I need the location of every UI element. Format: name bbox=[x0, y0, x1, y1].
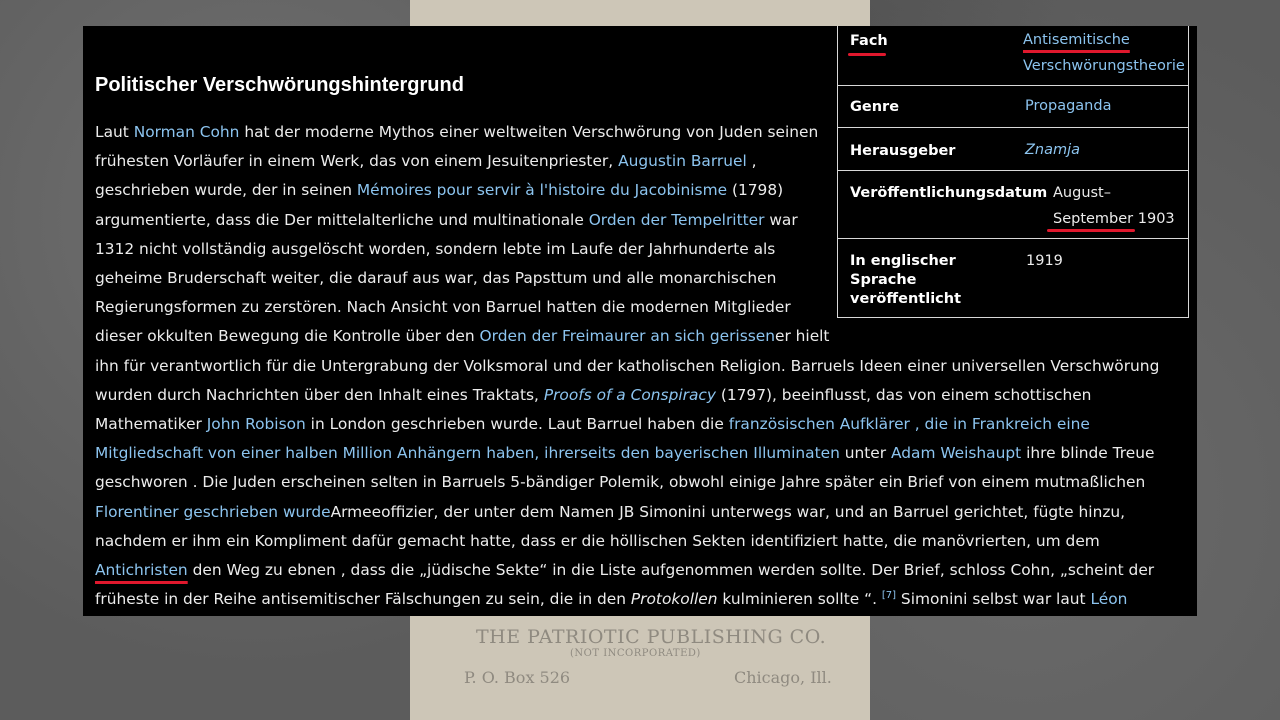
link-antisemitische[interactable]: Antisemitische bbox=[1023, 32, 1130, 48]
infobox-label-englisch: In englischer Sprache veröffentlicht bbox=[850, 253, 962, 307]
infobox-row-herausgeber bbox=[838, 127, 1188, 171]
italic-protokollen: Protokollen bbox=[630, 590, 718, 609]
infobox-row-genre bbox=[838, 85, 1188, 128]
text-run: den Weg zu ebnen , dass die „jüdische Sekte“ in die Liste aufgenommen werden sollte. Der Brief, schloss Cohn, „scheint der früheste in der Reihe antisemitischer Fälschungen zu sein, die in den bbox=[95, 561, 1155, 609]
text-run: , geschrieben wurde, der in seinen bbox=[95, 152, 757, 200]
infobox bbox=[837, 26, 1189, 318]
date-part-b: September 1903 bbox=[1053, 211, 1175, 227]
link-augustin-barruel[interactable]: Augustin Barruel bbox=[618, 152, 747, 171]
date-part-a: August– bbox=[1053, 185, 1111, 201]
infobox-value-datum bbox=[1053, 180, 1183, 232]
text-run: (1798) argumentierte, dass die Der mittelalterliche und multinationale bbox=[95, 181, 784, 229]
imprint-note: (NOT INCORPORATED) bbox=[570, 648, 701, 659]
reference-7[interactable]: [7] bbox=[881, 590, 897, 602]
infobox-label-genre: Genre bbox=[850, 99, 900, 115]
text-run: unter bbox=[839, 444, 891, 463]
infobox-value-genre bbox=[1025, 93, 1111, 119]
imprint-city: Chicago, Ill. bbox=[734, 668, 832, 687]
link-znamja[interactable]: Znamja bbox=[1025, 142, 1081, 158]
infobox-row-englisch bbox=[838, 238, 1188, 318]
text-run: er hielt ihn für verantwortlich für die Untergrabung der Volksmoral und der katholischen Religion. Barruels Ideen einer universellen Verschwörung wurden durch Nachrichten über den Inhalt eines Traktats, bbox=[95, 327, 1160, 404]
text-run: kulminieren sollte “. bbox=[717, 590, 882, 609]
text-run: ihre blinde Treue geschworen . Die Juden erscheinen selten in Barruels 5-bändiger Polemik, obwohl einige Jahre später ein Brief von einem mutmaßlichen bbox=[95, 444, 1155, 492]
link-propaganda[interactable]: Propaganda bbox=[1025, 98, 1112, 114]
link-proofs-label: Proofs of a Conspiracy bbox=[543, 385, 716, 404]
article-panel bbox=[83, 26, 1197, 616]
highlight-underline-fach bbox=[848, 53, 886, 56]
imprint-box: P. O. Box 526 bbox=[464, 668, 571, 687]
link-orden-tempelritter[interactable]: Orden der Tempelritter bbox=[588, 210, 765, 229]
text-run: Laut bbox=[95, 123, 134, 141]
text-run: in London geschrieben wurde. Laut Barruel haben die bbox=[305, 415, 729, 434]
link-john-robison[interactable]: John Robison bbox=[206, 415, 306, 434]
link-proofs-of-a-conspiracy[interactable] bbox=[544, 386, 716, 404]
link-adam-weishaupt[interactable]: Adam Weishaupt bbox=[891, 444, 1022, 463]
infobox-row-datum bbox=[838, 170, 1188, 239]
infobox-value-fach bbox=[1023, 27, 1188, 79]
link-verschwoerungstheorie[interactable]: Verschwörungstheorie bbox=[1023, 58, 1185, 74]
link-memoires[interactable]: Mémoires pour servir à l'histoire du Jacobinisme bbox=[356, 181, 728, 200]
text-run: Simonini selbst war laut bbox=[896, 590, 1091, 609]
infobox-label-fach: Fach bbox=[850, 33, 888, 49]
imprint-publisher: THE PATRIOTIC PUBLISHING CO. bbox=[476, 626, 827, 648]
text-run: (1797), beeinflusst, das von einem schottischen Mathematiker bbox=[95, 385, 1092, 434]
infobox-label-herausgeber: Herausgeber bbox=[850, 143, 956, 159]
infobox-value-herausgeber bbox=[1025, 137, 1080, 163]
highlight-underline-datum bbox=[1047, 229, 1135, 232]
text-run: war 1312 nicht vollständig ausgelöscht worden, sondern lebte im Laufe der Jahrhunderte als geheime Bruderschaft weiter, die darauf aus war, das Papsttum und alle monarchischen Regierungsformen zu zerstören. Nach Ansicht von Barruel hatten die modernen Mitglieder dieser okkulten Bewegung die Kontrolle über den bbox=[95, 210, 798, 346]
text-run: Armeeoffizier, der unter dem Namen JB Simonini unterwegs war, und an Barruel gerichtet, fügte hinzu, nachdem er ihm ein Kompliment dafür gemacht hatte, dass er die höllischen Sekten identifiziert hatte, die manövrierten, um dem bbox=[95, 502, 1126, 550]
link-leon[interactable]: Léon bbox=[1090, 590, 1128, 609]
link-aufklaerer[interactable]: französischen Aufklärer , die in Frankreich eine Mitgliedschaft von einer halben Million Anhängern haben, ihrerseits den bayerischen Illuminaten bbox=[95, 415, 1090, 463]
link-antichristen[interactable]: Antichristen bbox=[95, 561, 188, 580]
text-run: hat der moderne Mythos einer weltweiten Verschwörung von Juden seinen frühesten Vorläufer in einem Werk, das von einem Jesuitenpriester, bbox=[95, 123, 819, 171]
link-norman-cohn[interactable]: Norman Cohn bbox=[133, 123, 240, 141]
section-heading: Politischer Verschwörungshintergrund bbox=[95, 74, 464, 96]
link-florentiner[interactable]: Florentiner geschrieben wurde bbox=[95, 502, 331, 521]
infobox-label-datum: Veröffentlichungsdatum bbox=[850, 185, 1048, 201]
infobox-value-englisch: 1919 bbox=[1026, 253, 1063, 269]
link-orden-freimaurer[interactable]: Orden der Freimaurer an sich gerissen bbox=[479, 327, 775, 346]
publisher-imprint bbox=[410, 616, 870, 720]
infobox-row-fach bbox=[838, 26, 1188, 86]
